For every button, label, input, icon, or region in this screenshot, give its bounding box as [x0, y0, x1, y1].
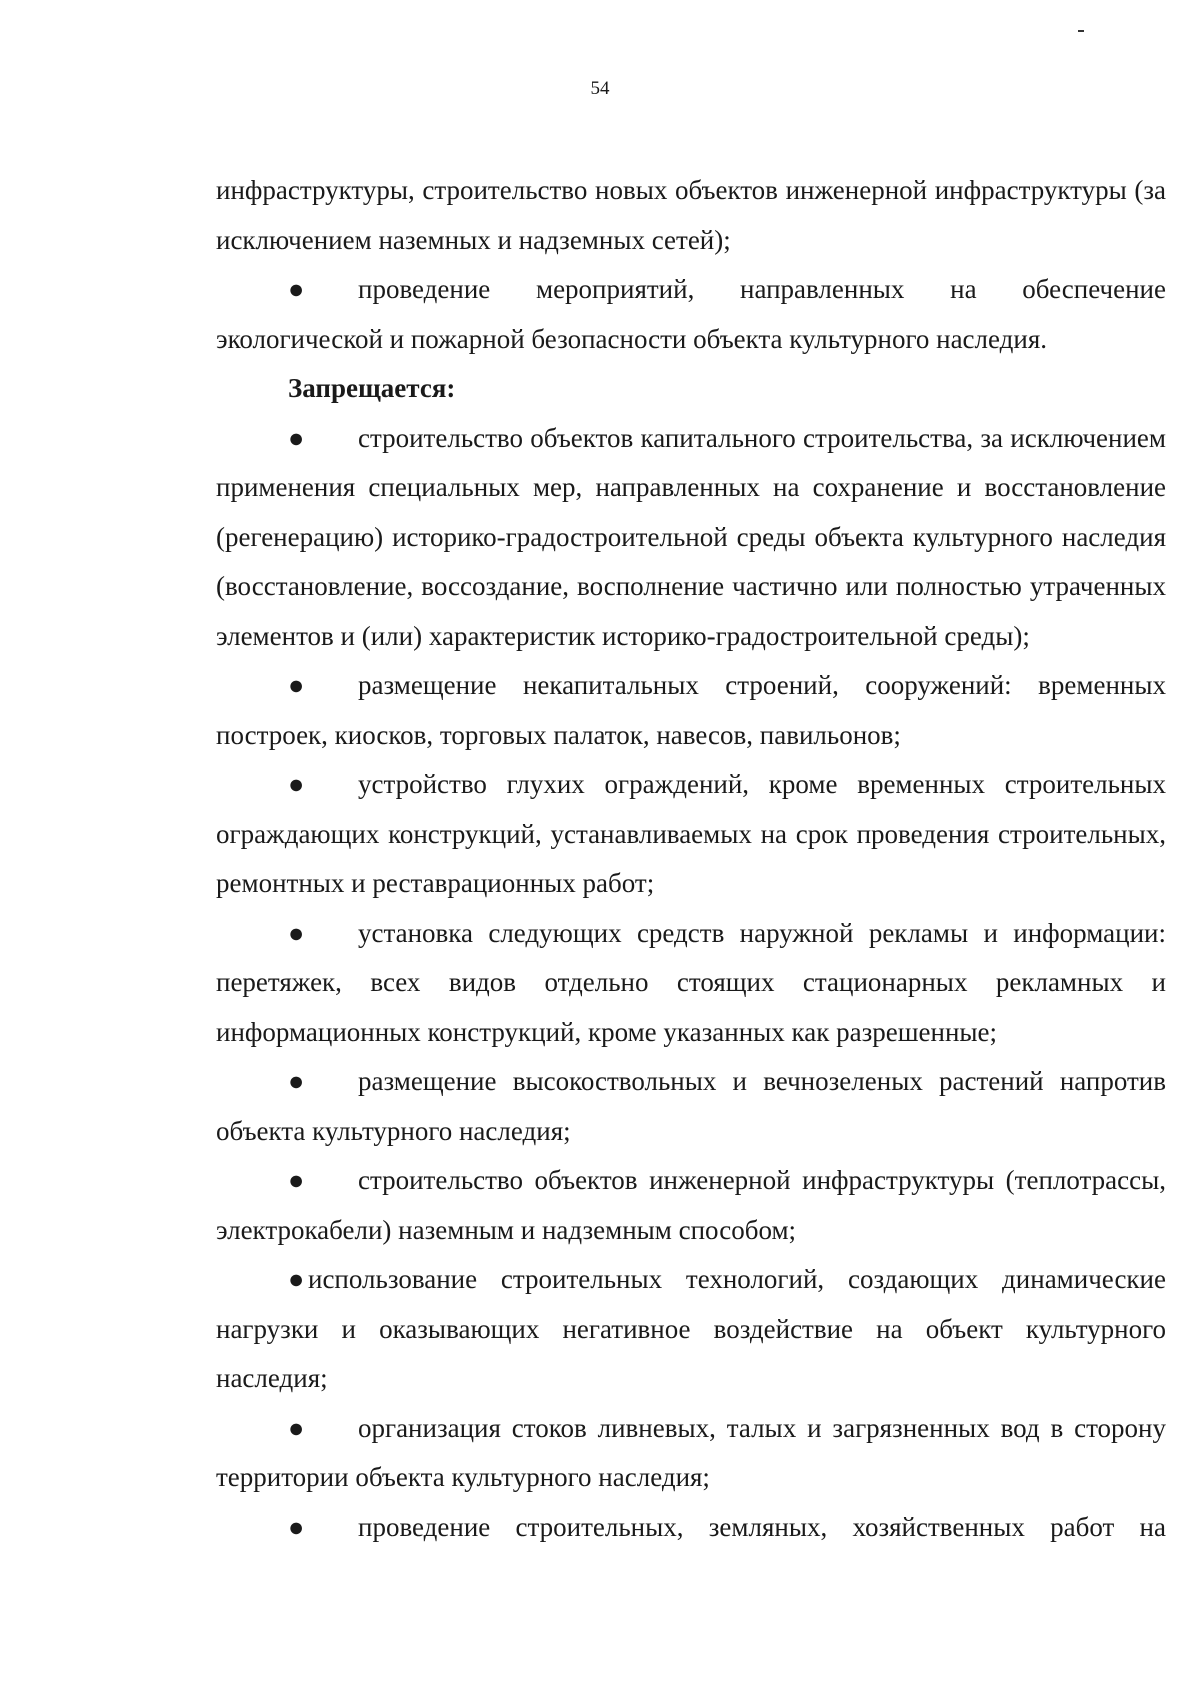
list-item — [216, 760, 1166, 909]
list-item-text: размещение высокоствольных и вечнозеленых растений напротив объекта культурного наследия; — [216, 1066, 1166, 1146]
bullet-icon: ● — [288, 1511, 305, 1542]
list-item — [216, 1156, 1166, 1255]
bullet-icon: ● — [288, 422, 305, 453]
list-item — [216, 661, 1166, 760]
list-item-text: проведение строительных, земляных, хозяйственных работ на — [358, 1511, 1166, 1542]
list-item-text: размещение некапитальных строений, сооружений: временных построек, киосков, торговых палаток, навесов, павильонов; — [216, 670, 1166, 750]
page-number: 54 — [590, 78, 610, 99]
list-item — [216, 265, 1166, 364]
list-item — [216, 1503, 1166, 1553]
list-item — [216, 1057, 1166, 1156]
list-item — [216, 414, 1166, 662]
bullet-icon: ● — [288, 1264, 305, 1294]
list-item-text: организация стоков ливневых, талых и загрязненных вод в сторону территории объекта культурного наследия; — [216, 1412, 1166, 1492]
document-body — [216, 166, 1166, 1552]
list-item-text: использование строительных технологий, создающих динамические нагрузки и оказывающих негативное воздействие на объект культурного наследия; — [216, 1264, 1166, 1393]
scan-mark — [1078, 30, 1084, 32]
list-item-text: строительство объектов капитального строительства, за исключением применения специальных мер, направленных на сохранение и восстановление (регенерацию) историко-градостроительной среды объекта культурного наследия (восстановление, воссоздание, восполнение частично или полностью утраченных элементов и (или) характеристик историко-градостроительной среды); — [216, 422, 1166, 651]
bullet-icon: ● — [288, 917, 305, 948]
list-item — [216, 1404, 1166, 1503]
bullet-icon: ● — [288, 1165, 305, 1195]
paragraph-continuation: инфраструктуры, строительство новых объектов инженерной инфраструктуры (за исключением наземных и надземных сетей); — [216, 175, 1166, 255]
list-item-text: установка следующих средств наружной рекламы и информации: перетяжек, всех видов отдельно стоящих стационарных рекламных и информационных конструкций, кроме указанных как разрешенные; — [216, 917, 1166, 1047]
list-item-text: строительство объектов инженерной инфраструктуры (теплотрассы, электрокабели) наземным и надземным способом; — [216, 1165, 1166, 1245]
section-heading: Запрещается: — [288, 373, 456, 403]
bullet-icon: ● — [288, 274, 305, 304]
bullet-icon: ● — [288, 769, 305, 799]
bullet-icon: ● — [288, 670, 305, 700]
list-item-text: проведение мероприятий, направленных на обеспечение экологической и пожарной безопасности объекта культурного наследия. — [216, 274, 1166, 354]
list-item-text: устройство глухих ограждений, кроме временных строительных ограждающих конструкций, устанавливаемых на срок проведения строительных, ремонтных и реставрационных работ; — [216, 769, 1166, 898]
list-item — [216, 909, 1166, 1058]
bullet-icon: ● — [288, 1066, 305, 1096]
list-item — [216, 1255, 1166, 1404]
bullet-icon: ● — [288, 1412, 305, 1443]
